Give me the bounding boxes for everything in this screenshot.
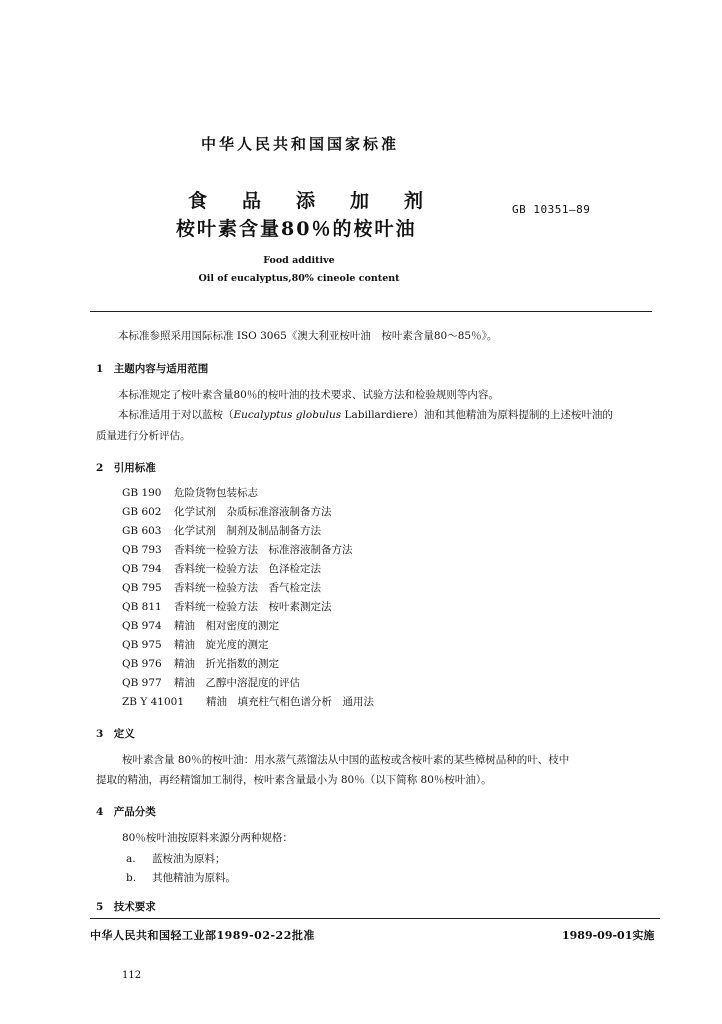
reference-item — [122, 580, 321, 595]
reference-title: 香料统一检验方法 香气检定法 — [174, 582, 321, 594]
reference-title: 危险货物包装标志 — [174, 487, 258, 499]
reference-title: 精油 填充柱气相色谱分析 通用法 — [206, 696, 374, 708]
reference-code: QB 974 — [122, 620, 162, 632]
section-1-paragraph-2-continued: 质量进行分析评估。 — [96, 430, 191, 442]
reference-item — [122, 599, 332, 614]
reference-title: 化学试剂 杂质标准溶液制备方法 — [174, 506, 332, 518]
latin-species-name: Eucalyptus globulus — [233, 409, 342, 421]
title-line-1: 食品添加剂 — [188, 190, 459, 212]
section-4-item — [126, 851, 226, 866]
intro-paragraph: 本标准参照采用国际标准 ISO 3065《澳大利亚桉叶油 桉叶素含量80～85％》。 — [118, 330, 498, 342]
reference-item — [122, 637, 269, 652]
footer-divider — [90, 918, 660, 919]
item-text: 蓝桉油为原料； — [152, 853, 226, 865]
header-divider — [90, 311, 652, 312]
page-number: 112 — [122, 970, 142, 981]
item-marker: a. — [126, 853, 136, 865]
english-title-line-2: Oil of eucalyptus,80% cineole content — [198, 273, 400, 284]
section-1-paragraph-2 — [118, 407, 613, 422]
section-3-definition-line-1: 桉叶素含量 80％的桉叶油：用水蒸气蒸馏法从中国的蓝桉或含桉叶素的某些樟树品种的叶、枝中 — [122, 754, 570, 766]
national-standard-heading: 中华人民共和国国家标准 — [200, 135, 399, 153]
reference-title: 香料统一检验方法 色泽检定法 — [174, 563, 321, 575]
reference-item — [122, 675, 300, 690]
section-3-heading: 3 定义 — [96, 728, 135, 740]
reference-code: GB 602 — [122, 506, 162, 518]
item-marker: b. — [126, 872, 137, 884]
reference-title: 精油 乙醇中溶混度的评估 — [174, 677, 300, 689]
section-1-heading: 1 主题内容与适用范围 — [96, 363, 209, 375]
reference-item — [122, 542, 353, 557]
standard-number: GB 10351—89 — [512, 203, 591, 216]
section-4-heading: 4 产品分类 — [96, 806, 156, 818]
reference-item — [122, 485, 258, 500]
reference-title: 香料统一检验方法 桉叶素测定法 — [174, 601, 332, 613]
reference-title: 香料统一检验方法 标准溶液制备方法 — [174, 544, 353, 556]
paragraph-2-part-1: 本标准适用于对以蓝桉（ — [118, 409, 234, 421]
item-text: 其他精油为原料。 — [152, 872, 236, 884]
reference-code: QB 794 — [122, 563, 162, 575]
section-4-intro: 80％桉叶油按原料来源分两种规格： — [122, 832, 293, 844]
reference-item — [122, 561, 321, 576]
reference-title: 精油 旋光度的测定 — [174, 639, 269, 651]
reference-code: QB 976 — [122, 658, 162, 670]
english-title-line-1: Food additive — [263, 255, 335, 266]
reference-item — [122, 618, 279, 633]
reference-item — [122, 504, 332, 519]
section-2-heading: 2 引用标准 — [96, 462, 156, 474]
approval-line: 中华人民共和国轻工业部1989-02-22批准 — [90, 929, 315, 942]
reference-title: 化学试剂 制剂及制品制备方法 — [174, 525, 321, 537]
reference-title: 精油 相对密度的测定 — [174, 620, 279, 632]
reference-code: ZB Y 41001 — [122, 696, 185, 708]
paragraph-2-part-2: Labillardiere）油和其他精油为原料提制的上述桉叶油的 — [341, 409, 613, 421]
section-4-item — [126, 870, 236, 885]
reference-item — [122, 523, 321, 538]
reference-code: QB 975 — [122, 639, 162, 651]
reference-item — [122, 694, 374, 709]
reference-code: QB 793 — [122, 544, 162, 556]
implementation-date: 1989-09-01实施 — [562, 929, 655, 942]
section-1-paragraph-1: 本标准规定了桉叶素含量80％的桉叶油的技术要求、试验方法和检验规则等内容。 — [118, 389, 499, 401]
reference-title: 精油 折光指数的测定 — [174, 658, 279, 670]
title-line-2: 桉叶素含量80％的桉叶油 — [176, 218, 417, 240]
reference-code: QB 811 — [122, 601, 162, 613]
reference-item — [122, 656, 279, 671]
reference-code: QB 977 — [122, 677, 162, 689]
section-3-definition-line-2: 提取的精油，再经精馏加工制得，桉叶素含量最小为 80％（以下简称 80％桉叶油）。 — [96, 774, 492, 786]
reference-code: GB 603 — [122, 525, 162, 537]
reference-code: QB 795 — [122, 582, 162, 594]
reference-code: GB 190 — [122, 487, 162, 499]
section-5-heading: 5 技术要求 — [96, 901, 156, 913]
